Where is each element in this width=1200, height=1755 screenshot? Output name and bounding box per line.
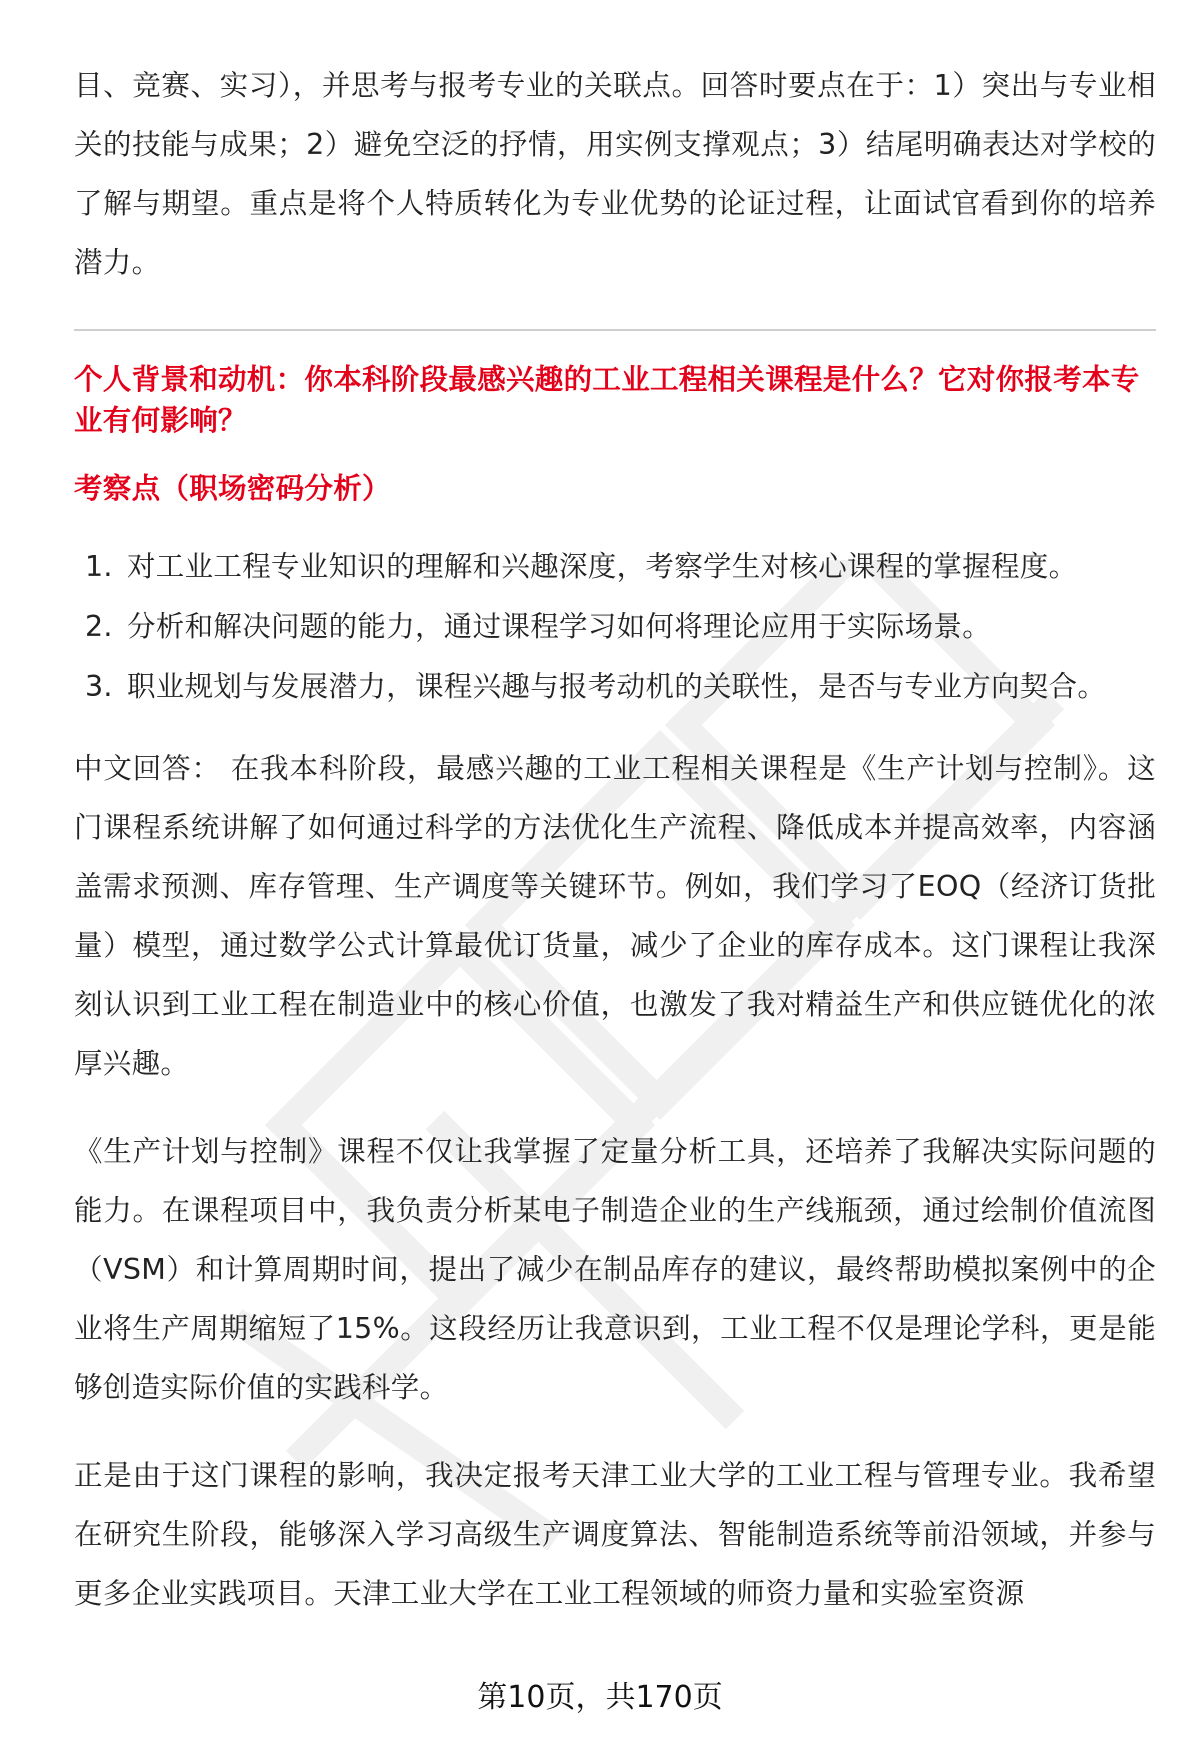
assessment-points-list [74,537,1156,717]
list-item [74,597,1156,657]
question-heading: 个人背景和动机：你本科阶段最感兴趣的工业工程相关课程是什么？它对你报考本专业有何影响？ [74,363,1140,437]
answer-paragraph: 正是由于这门课程的影响，我决定报考天津工业大学的工业工程与管理专业。我希望在研究生阶段，能够深入学习高级生产调度算法、智能制造系统等前沿领域，并参与更多企业实践项目。天津工业大学在工业工程领域的师资力量和实验室资源 [74,1459,1156,1610]
list-item-number: 2. [85,610,113,643]
list-item-text: 分析和解决问题的能力，通过课程学习如何将理论应用于实际场景。 [127,610,992,643]
intro-paragraph: 目、竞赛、实习），并思考与报考专业的关联点。回答时要点在于：1）突出与专业相关的技能与成果；2）避免空泛的抒情，用实例支撑观点；3）结尾明确表达对学校的了解与期望。重点是将个人特质转化为专业优势的论证过程，让面试官看到你的培养潜力。 [74,69,1156,279]
assessment-heading: 考察点（职场密码分析） [74,472,391,505]
list-item-number: 1. [85,550,113,583]
page-number-footer: 第10页，共170页 [477,1680,723,1715]
answer-paragraph: 《生产计划与控制》课程不仅让我掌握了定量分析工具，还培养了我解决实际问题的能力。在课程项目中，我负责分析某电子制造企业的生产线瓶颈，通过绘制价值流图（VSM）和计算周期时间，提出了减少在制品库存的建议，最终帮助模拟案例中的企业将生产周期缩短了15%。这段经历让我意识到，工业工程不仅是理论学科，更是能够创造实际价值的实践科学。 [74,1135,1156,1404]
answer-paragraph: 中文回答： 在我本科阶段，最感兴趣的工业工程相关课程是《生产计划与控制》。这门课程系统讲解了如何通过科学的方法优化生产流程、降低成本并提高效率，内容涵盖需求预测、库存管理、生产调度等关键环节。例如，我们学习了EOQ（经济订货批量）模型，通过数学公式计算最优订货量，减少了企业的库存成本。这门课程让我深刻认识到工业工程在制造业中的核心价值，也激发了我对精益生产和供应链优化的浓厚兴趣。 [74,752,1156,1080]
list-item [74,657,1156,717]
section-divider [74,329,1156,331]
list-item [74,537,1156,597]
list-item-number: 3. [85,670,113,703]
page-content [74,56,1156,1623]
list-item-text: 对工业工程专业知识的理解和兴趣深度，考察学生对核心课程的掌握程度。 [127,550,1078,583]
list-item-text: 职业规划与发展潜力，课程兴趣与报考动机的关联性，是否与专业方向契合。 [127,670,1107,703]
